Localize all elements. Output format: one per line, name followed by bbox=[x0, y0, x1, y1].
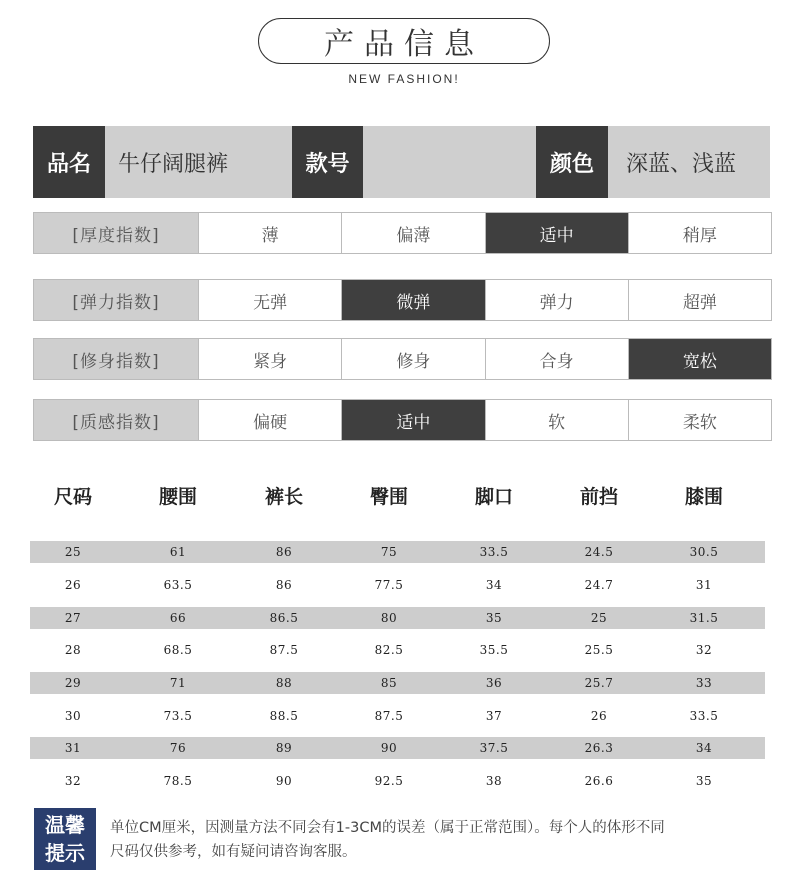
table-cell: 85 bbox=[380, 676, 398, 690]
waist-header: 腰围 bbox=[158, 486, 197, 508]
table-cell: 86.5 bbox=[269, 611, 299, 625]
table-cell: 25.7 bbox=[584, 676, 614, 690]
fit-index-label: [修身指数] bbox=[34, 339, 198, 379]
table-cell: 34 bbox=[485, 578, 503, 592]
knee-header: 膝围 bbox=[684, 486, 723, 508]
table-cell: 36 bbox=[485, 676, 503, 690]
color-value: 深蓝、浅蓝 bbox=[626, 151, 737, 177]
size-header: 尺码 bbox=[53, 486, 92, 508]
product-info-bar bbox=[33, 126, 770, 198]
table-cell: 87.5 bbox=[374, 709, 404, 723]
table-cell: 35 bbox=[485, 611, 503, 625]
table-cell: 35.5 bbox=[479, 643, 509, 657]
table-row bbox=[30, 705, 765, 727]
table-cell: 32 bbox=[695, 643, 713, 657]
table-cell: 28 bbox=[64, 643, 82, 657]
page-subtitle: NEW FASHION! bbox=[348, 72, 460, 86]
table-cell: 27 bbox=[64, 611, 82, 625]
table-cell: 92.5 bbox=[374, 774, 404, 788]
table-cell: 30.5 bbox=[689, 545, 719, 559]
table-cell: 29 bbox=[64, 676, 82, 690]
table-cell: 66 bbox=[169, 611, 187, 625]
page-title: 产品信息 bbox=[258, 18, 550, 64]
elasticity-option: 超弹 bbox=[628, 280, 771, 320]
tip-badge-line: 温馨 bbox=[45, 813, 85, 837]
fit-option-selected: 宽松 bbox=[628, 339, 771, 379]
table-cell: 82.5 bbox=[374, 643, 404, 657]
table-row bbox=[30, 574, 765, 596]
thickness-index-row bbox=[33, 212, 772, 254]
table-cell: 26 bbox=[64, 578, 82, 592]
table-cell: 34 bbox=[695, 741, 713, 755]
table-cell: 78.5 bbox=[163, 774, 193, 788]
table-cell: 25.5 bbox=[584, 643, 614, 657]
table-cell: 87.5 bbox=[269, 643, 299, 657]
length-header: 裤长 bbox=[264, 486, 303, 508]
table-cell: 86 bbox=[275, 578, 293, 592]
table-cell: 31 bbox=[695, 578, 713, 592]
texture-index-row bbox=[33, 399, 772, 441]
table-cell: 24.7 bbox=[584, 578, 614, 592]
table-row bbox=[30, 672, 765, 694]
table-cell: 88 bbox=[275, 676, 293, 690]
table-row bbox=[30, 541, 765, 563]
table-cell: 31 bbox=[64, 741, 82, 755]
fit-index-row bbox=[33, 338, 772, 380]
table-cell: 86 bbox=[275, 545, 293, 559]
table-cell: 25 bbox=[590, 611, 608, 625]
elasticity-option-selected: 微弹 bbox=[341, 280, 484, 320]
table-cell: 31.5 bbox=[689, 611, 719, 625]
table-cell: 32 bbox=[64, 774, 82, 788]
elasticity-index-label: [弹力指数] bbox=[34, 280, 198, 320]
name-label: 品名 bbox=[33, 126, 105, 198]
table-cell: 24.5 bbox=[584, 545, 614, 559]
thickness-option-selected: 适中 bbox=[485, 213, 628, 253]
table-cell: 26.6 bbox=[584, 774, 614, 788]
table-cell: 61 bbox=[169, 545, 187, 559]
fit-option: 紧身 bbox=[198, 339, 341, 379]
table-cell: 37.5 bbox=[479, 741, 509, 755]
texture-option: 偏硬 bbox=[198, 400, 341, 440]
table-cell: 90 bbox=[380, 741, 398, 755]
name-value: 牛仔阔腿裤 bbox=[118, 151, 229, 177]
table-cell: 25 bbox=[64, 545, 82, 559]
table-cell: 88.5 bbox=[269, 709, 299, 723]
table-cell: 37 bbox=[485, 709, 503, 723]
thickness-index-label: [厚度指数] bbox=[34, 213, 198, 253]
texture-option: 软 bbox=[485, 400, 628, 440]
table-cell: 33.5 bbox=[689, 709, 719, 723]
table-cell: 63.5 bbox=[163, 578, 193, 592]
texture-option-selected: 适中 bbox=[341, 400, 484, 440]
table-row bbox=[30, 737, 765, 759]
table-cell: 77.5 bbox=[374, 578, 404, 592]
table-cell: 71 bbox=[169, 676, 187, 690]
elasticity-index-row bbox=[33, 279, 772, 321]
hem-header: 脚口 bbox=[474, 486, 513, 508]
fit-option: 合身 bbox=[485, 339, 628, 379]
table-row bbox=[30, 607, 765, 629]
table-cell: 33.5 bbox=[479, 545, 509, 559]
texture-option: 柔软 bbox=[628, 400, 771, 440]
table-cell: 26 bbox=[590, 709, 608, 723]
table-cell: 76 bbox=[169, 741, 187, 755]
hip-header: 臀围 bbox=[369, 486, 408, 508]
elasticity-option: 弹力 bbox=[485, 280, 628, 320]
table-cell: 89 bbox=[275, 741, 293, 755]
table-cell: 73.5 bbox=[163, 709, 193, 723]
code-label: 款号 bbox=[292, 126, 363, 198]
table-cell: 30 bbox=[64, 709, 82, 723]
table-cell: 33 bbox=[695, 676, 713, 690]
table-cell: 35 bbox=[695, 774, 713, 788]
thickness-option: 稍厚 bbox=[628, 213, 771, 253]
table-cell: 80 bbox=[380, 611, 398, 625]
table-cell: 68.5 bbox=[163, 643, 193, 657]
tip-text-line2: 尺码仅供参考，如有疑问请咨询客服。 bbox=[110, 844, 357, 860]
tip-badge bbox=[34, 808, 96, 870]
table-row bbox=[30, 639, 765, 661]
table-row bbox=[30, 770, 765, 792]
fit-option: 修身 bbox=[341, 339, 484, 379]
color-label: 颜色 bbox=[536, 126, 608, 198]
texture-index-label: [质感指数] bbox=[34, 400, 198, 440]
code-value bbox=[373, 126, 533, 198]
table-cell: 90 bbox=[275, 774, 293, 788]
table-cell: 38 bbox=[485, 774, 503, 788]
table-cell: 26.3 bbox=[584, 741, 614, 755]
table-cell: 75 bbox=[380, 545, 398, 559]
elasticity-option: 无弹 bbox=[198, 280, 341, 320]
tip-text-line1: 单位CM厘米，因测量方法不同会有1-3CM的误差（属于正常范围）。每个人的体形不同 bbox=[110, 820, 665, 836]
thickness-option: 偏薄 bbox=[341, 213, 484, 253]
tip-badge-line: 提示 bbox=[45, 841, 85, 865]
thickness-option: 薄 bbox=[198, 213, 341, 253]
front-rise-header: 前挡 bbox=[579, 486, 618, 508]
